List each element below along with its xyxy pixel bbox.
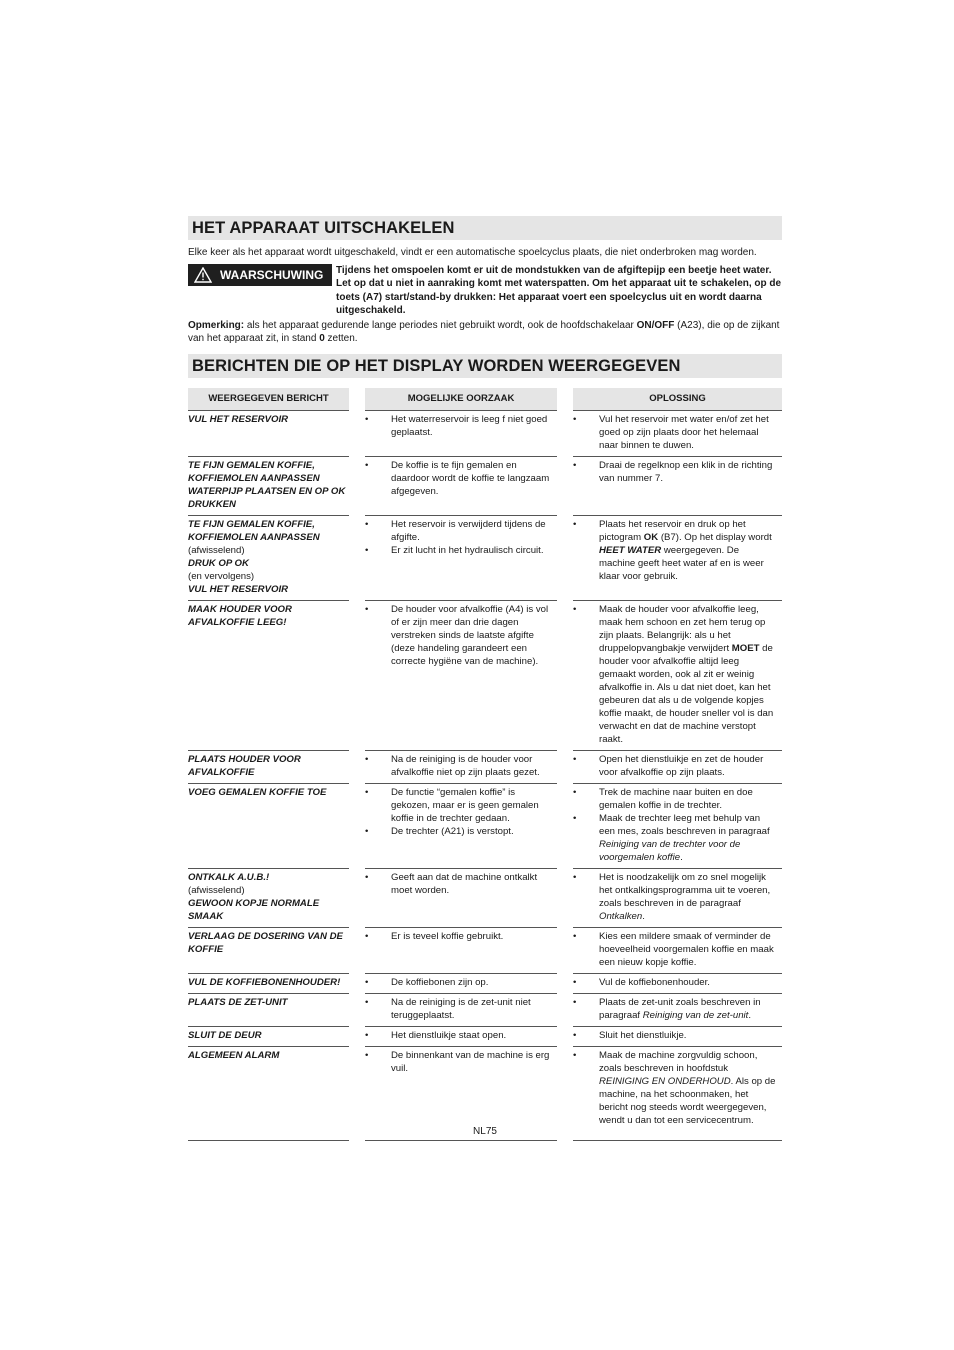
- list-item: • Er is teveel koffie gebruikt.: [365, 930, 557, 943]
- message-line: TE FIJN GEMALEN KOFFIE, KOFFIEMOLEN AANPASSEN: [188, 518, 320, 543]
- note-text: (A23), die op de zijkant van het apparaat zit, in stand: [188, 319, 780, 344]
- list-item: • Na de reiniging is de zet-unit niet teruggeplaatst.: [365, 996, 557, 1022]
- note-zero: 0: [319, 333, 325, 344]
- row-cause: [365, 869, 557, 928]
- list-item: • De koffie is te fijn gemalen en daardoor wordt de koffie te langzaam afgegeven.: [365, 459, 557, 498]
- section-title-uitschakelen: HET APPARAAT UITSCHAKELEN: [188, 216, 782, 240]
- note-text: zetten.: [324, 333, 358, 344]
- row-message: VUL DE KOFFIEBONENHOUDER!: [188, 974, 349, 994]
- warning-text: Tijdens het omspoelen komt er uit de mondstukken van de afgiftepijp een beetje heet water. Let op dat u niet in aanraking komt met waterspatten. Om het apparaat uit te schakelen, op de toets (A7) start/stand-by drukken: Het apparaat voert een spoelcyclus uit en wordt daarna uitgeschakeld.: [336, 264, 782, 316]
- table-row: [188, 994, 782, 1027]
- list-item: • Geeft aan dat de machine ontkalkt moet worden.: [365, 871, 557, 897]
- row-cause: [365, 784, 557, 869]
- table-row: [188, 928, 782, 974]
- table-row: [188, 601, 782, 751]
- table-row: [188, 516, 782, 601]
- row-solution: [573, 751, 782, 784]
- warning-badge: [188, 264, 332, 286]
- table-header-row: [188, 388, 782, 411]
- row-solution: [573, 869, 782, 928]
- message-line: VUL HET RESERVOIR: [188, 583, 289, 595]
- list-item: • Het dienstluikje staat open.: [365, 1029, 557, 1042]
- row-cause: [365, 601, 557, 751]
- row-solution: [573, 1027, 782, 1047]
- table-row: [188, 457, 782, 516]
- message-line: (afwisselend): [188, 884, 245, 896]
- list-item: • Kies een mildere smaak of verminder de hoeveelheid voorgemalen koffie en maak een nieuw kopje koffie.: [573, 930, 782, 969]
- header-cause: MOGELIJKE OORZAAK: [365, 388, 557, 411]
- row-cause: [365, 751, 557, 784]
- list-item: • Trek de machine naar buiten en doe gemalen koffie in de trechter.: [573, 786, 782, 812]
- note-label: Opmerking:: [188, 319, 245, 331]
- document-page: [188, 216, 782, 1141]
- row-solution: [573, 457, 782, 516]
- row-message: VOEG GEMALEN KOFFIE TOE: [188, 784, 349, 869]
- list-item: • Vul de koffiebonenhouder.: [573, 976, 782, 989]
- message-line: (en vervolgens): [188, 570, 255, 582]
- row-cause: [365, 516, 557, 601]
- list-item: • Het waterreservoir is leeg f niet goed geplaatst.: [365, 413, 557, 439]
- list-item: • Sluit het dienstluikje.: [573, 1029, 782, 1042]
- row-cause: [365, 457, 557, 516]
- row-message: VUL HET RESERVOIR: [188, 411, 349, 457]
- warning-label: WAARSCHUWING: [220, 267, 324, 282]
- message-line: GEWOON KOPJE NORMALE SMAAK: [188, 897, 320, 922]
- row-message: SLUIT DE DEUR: [188, 1027, 349, 1047]
- list-item: • Vul het reservoir met water en/of zet het goed op zijn plaats door het helemaal naar binnen te duwen.: [573, 413, 782, 452]
- page-number: NL75: [473, 1126, 497, 1137]
- header-solution: OPLOSSING: [573, 388, 782, 411]
- message-line: ONTKALK A.U.B.!: [188, 871, 270, 883]
- list-item: • Na de reiniging is de houder voor afvalkoffie niet op zijn plaats gezet.: [365, 753, 557, 779]
- note-paragraph: [188, 319, 782, 346]
- header-message: WEERGEGEVEN BERICHT: [188, 388, 349, 411]
- row-message: MAAK HOUDER VOOR AFVALKOFFIE LEEG!: [188, 601, 349, 751]
- list-item: • Draai de regelknop een klik in de richting van nummer 7.: [573, 459, 782, 485]
- list-item: • De trechter (A21) is verstopt.: [365, 825, 557, 838]
- intro-paragraph: Elke keer als het apparaat wordt uitgeschakeld, vindt er een automatische spoelcyclus plaats, die niet onderbroken mag worden.: [188, 247, 757, 258]
- list-item: • Plaats het reservoir en druk op het pictogram OK (B7). Op het display wordt HEET WATER weergegeven. De machine geeft heet water af en is weer klaar voor gebruik.: [573, 518, 782, 583]
- row-cause: [365, 1027, 557, 1047]
- list-item: • Plaats de zet-unit zoals beschreven in paragraaf Reiniging van de zet-unit.: [573, 996, 782, 1022]
- list-item: • Het reservoir is verwijderd tijdens de afgifte.: [365, 518, 557, 544]
- row-solution: [573, 516, 782, 601]
- list-item: • De functie “gemalen koffie” is gekozen, maar er is geen gemalen koffie in de trechter gedaan.: [365, 786, 557, 825]
- warning-block: [188, 264, 782, 318]
- row-message: [188, 516, 349, 601]
- row-message: PLAATS DE ZET-UNIT: [188, 994, 349, 1027]
- note-text: als het apparaat gedurende lange periodes niet gebruikt wordt, ook de hoofdschakelaar: [244, 319, 637, 331]
- section-title-berichten: BERICHTEN DIE OP HET DISPLAY WORDEN WEERGEGEVEN: [188, 354, 782, 378]
- row-cause: [365, 994, 557, 1027]
- row-message: ALGEMEEN ALARM: [188, 1047, 349, 1141]
- table-row: [188, 1027, 782, 1047]
- row-solution: [573, 411, 782, 457]
- row-message: VERLAAG DE DOSERING VAN DE KOFFIE: [188, 928, 349, 974]
- row-solution: [573, 974, 782, 994]
- table-row: [188, 784, 782, 869]
- row-solution: [573, 928, 782, 974]
- list-item: • De houder voor afvalkoffie (A4) is vol of er zijn meer dan drie dagen verstreken sinds de laatste afgifte (deze handeling garandeert een correcte hygiëne van de machine).: [365, 603, 557, 668]
- row-cause: [365, 928, 557, 974]
- row-solution: [573, 994, 782, 1027]
- table-row: [188, 869, 782, 928]
- list-item: • Het is noodzakelijk om zo snel mogelijk het ontkalkingsprogramma uit te voeren, zoals beschreven in de paragraaf Ontkalken.: [573, 871, 782, 923]
- list-item: • Maak de trechter leeg met behulp van een mes, zoals beschreven in paragraaf Reiniging van de trechter voor de voorgemalen koffie.: [573, 812, 782, 864]
- list-item: • Maak de machine zorgvuldig schoon, zoals beschreven in hoofdstuk REINIGING EN ONDERHOUD. Als op de machine, na het schoonmaken, het bericht nog steeds wordt weergegeven, wendt u dan tot een servicecentrum.: [573, 1049, 782, 1127]
- row-message: PLAATS HOUDER VOOR AFVALKOFFIE: [188, 751, 349, 784]
- row-cause: [365, 974, 557, 994]
- table-row: [188, 751, 782, 784]
- list-item: • De binnenkant van de machine is erg vuil.: [365, 1049, 557, 1075]
- message-line: (afwisselend): [188, 544, 245, 556]
- list-item: • Open het dienstluikje en zet de houder voor afvalkoffie op zijn plaats.: [573, 753, 782, 779]
- list-item: • Maak de houder voor afvalkoffie leeg, maak hem schoon en zet hem terug op zijn plaats. Belangrijk: als u het druppelopvangbakje verwijdert MOET de houder voor afvalkoffie altijd leeg gemaakt worden, ook al zit er weinig afvalkoffie in. Als u dat niet doet, kan het gebeuren dat als u de volgende kopjes koffie maakt, de houder sneller vol is dan verwacht en dat de machine verstopt raakt.: [573, 603, 782, 746]
- list-item: • Er zit lucht in het hydraulisch circuit.: [365, 544, 557, 557]
- row-message: TE FIJN GEMALEN KOFFIE, KOFFIEMOLEN AANPASSEN WATERPIJP PLAATSEN EN OP OK DRUKKEN: [188, 457, 349, 516]
- table-row: [188, 974, 782, 994]
- row-cause: [365, 411, 557, 457]
- message-line: DRUK OP OK: [188, 557, 249, 569]
- messages-table: [188, 388, 782, 1141]
- row-solution: [573, 601, 782, 751]
- row-message: [188, 869, 349, 928]
- list-item: • De koffiebonen zijn op.: [365, 976, 557, 989]
- warning-triangle-icon: [194, 267, 212, 283]
- row-solution: [573, 784, 782, 869]
- note-onoff: ON/OFF: [636, 319, 675, 331]
- table-row: [188, 411, 782, 457]
